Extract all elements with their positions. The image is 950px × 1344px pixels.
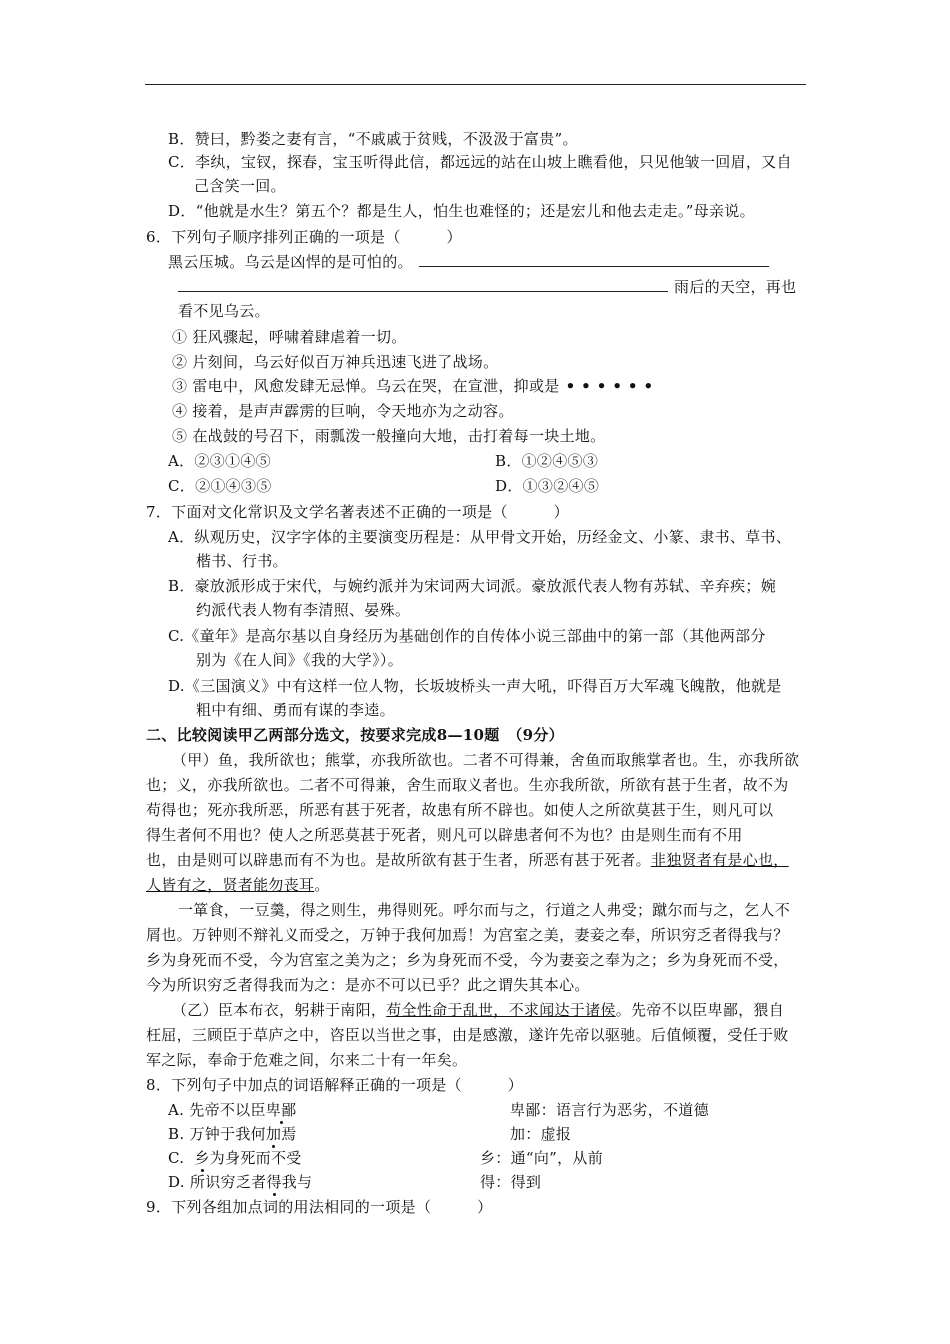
- q6-stem: 6．下列句子顺序排列正确的一项是（ ）: [146, 228, 462, 246]
- passage-jia-line6: [146, 875, 330, 895]
- answer-blank: [419, 252, 769, 267]
- q8-option-c-gloss: 乡：通“向”，从前: [480, 1149, 604, 1167]
- dotted-word: 加: [265, 1125, 282, 1143]
- q7-option-d: D.《三国演义》中有这样一位人物，长坂坡桥头一声大吼，吓得百万大军魂飞魄散，他就是: [168, 677, 782, 695]
- q8-option-c-text-2: 为身死而不受: [209, 1149, 302, 1167]
- passage-text: （乙）臣本布衣，躬耕于南阳，: [172, 1001, 387, 1019]
- q6-passage-line3: 看不见乌云。: [178, 302, 270, 320]
- q7-option-c: C.《童年》是高尔基以自身经历为基础创作的自传体小说三部曲中的第一部（其他两部分: [168, 627, 766, 645]
- q7-option-b: B．豪放派形成于宋代，与婉约派并为宋词两大词派。豪放派代表人物有苏轼、辛弃疾；婉: [168, 577, 777, 595]
- underlined-sentence-cont: 人皆有之，贤者能勿丧耳: [146, 876, 315, 894]
- q6-item-3-text: ③ 雷电中，风愈发肆无忌惮。乌云在哭，在宣泄，抑或是: [172, 377, 560, 395]
- q8-option-a: [168, 1100, 296, 1120]
- q7-option-b-cont: 约派代表人物有李清照、晏殊。: [196, 601, 411, 619]
- q6-item-2: ② 片刻间，乌云好似百万神兵迅速飞进了战场。: [172, 353, 499, 371]
- q7-stem: 7．下面对文化常识及文学名著表述不正确的一项是（ ）: [146, 503, 569, 521]
- q6-item-4: ④ 接着，是声声霹雳的巨响，令天地亦为之动容。: [172, 402, 514, 420]
- q6-passage-text-2: 雨后的天空，再也: [674, 278, 797, 296]
- dotted-word: 卑鄙: [265, 1101, 297, 1119]
- passage-yi-line2: 枉屈，三顾臣于草庐之中，咨臣以当世之事，由是感激，遂许先帝以驱驰。后值倾覆，受任于败: [146, 1026, 789, 1044]
- q8-option-c: [168, 1148, 302, 1168]
- dotted-word: 得: [266, 1173, 282, 1191]
- dotted-word: 乡: [194, 1149, 210, 1167]
- answer-blank: [178, 277, 668, 292]
- passage-yi-line3: 军之际，奉命于危难之间，尔来二十有一年矣。: [146, 1051, 468, 1069]
- q8-option-d-text-2: 我与: [281, 1173, 313, 1191]
- q6-option-d: D．①③②④⑤: [495, 477, 600, 495]
- q6-item-1: ① 狂风骤起，呼啸着肆虐着一切。: [172, 328, 407, 346]
- q6-passage-line1: [168, 252, 769, 272]
- q8-option-b-text: B. 万钟于我何: [168, 1125, 266, 1143]
- passage-text: 。: [314, 876, 330, 894]
- passage-jia-line10: 今为所识穷乏者得我而为之：是亦不可以已乎？此之谓失其本心。: [146, 976, 590, 994]
- q8-option-b: [168, 1124, 297, 1144]
- q8-option-a-text: A. 先帝不以臣: [168, 1101, 266, 1119]
- q6-option-c: C．②①④③⑤: [168, 477, 272, 495]
- passage-yi-line1: [172, 1000, 784, 1020]
- ellipsis-dots: ••••••: [565, 377, 660, 395]
- passage-text: 。先帝不以臣卑鄙，猥自: [615, 1001, 785, 1019]
- q6-passage-text: 黑云压城。乌云是凶悍的是可怕的。: [168, 253, 413, 271]
- q5-option-c-cont: 己含笑一回。: [194, 177, 286, 195]
- q8-stem: 8．下列句子中加点的词语解释正确的一项是（ ）: [146, 1076, 524, 1094]
- q9-stem: 9．下列各组加点词的用法相同的一项是（ ）: [146, 1198, 493, 1216]
- section-2-heading: 二、比较阅读甲乙两部分选文，按要求完成8—10题 （9分）: [146, 726, 564, 744]
- q8-option-b-gloss: 加：虚报: [510, 1125, 572, 1143]
- passage-jia-line4: 得生者何不用也？使人之所恶莫甚于死者，则凡可以辟患者何不为也？由是则生而有不用: [146, 826, 743, 844]
- q8-option-d-gloss: 得：得到: [480, 1173, 542, 1191]
- q6-item-3: [172, 376, 659, 396]
- passage-jia-line2: 也；义，亦我所欲也。二者不可得兼，舍生而取义者也。生亦我所欲，所欲有甚于生者，故不为: [146, 776, 789, 794]
- passage-jia-line8: 屑也。万钟则不辩礼义而受之，万钟于我何加焉！为宫室之美，妻妾之奉，所识穷乏者得我与？: [146, 926, 789, 944]
- q7-option-a: A．纵观历史，汉字字体的主要演变历程是：从甲骨文开始，历经金文、小篆、隶书、草书、: [168, 528, 792, 546]
- passage-jia-line7: 一箪食，一豆羹，得之则生，弗得则死。呼尔而与之，行道之人弗受；蹴尔而与之，乞人不: [178, 901, 791, 919]
- q8-option-b-text-2: 焉: [281, 1125, 297, 1143]
- passage-jia-line1: （甲）鱼，我所欲也；熊掌，亦我所欲也。二者不可得兼，舍鱼而取熊掌者也。生，亦我所欲: [172, 751, 800, 769]
- q7-option-c-cont: 别为《在人间》《我的大学》）。: [196, 651, 404, 669]
- underlined-sentence: 非独贤者有是心也，: [650, 851, 789, 869]
- q6-option-b: B．①②④⑤③: [495, 452, 599, 470]
- q5-option-c: C．李纨，宝钗，探春，宝玉听得此信，都远远的站在山坡上瞧看他，只见他皱一回眉，又自: [168, 153, 792, 171]
- q6-option-a: A．②③①④⑤: [168, 452, 271, 470]
- passage-text: 也，由是则可以辟患而有不为也。是故所欲有甚于生者，所恶有甚于死者。: [146, 851, 651, 869]
- q8-option-d: [168, 1172, 312, 1192]
- header-rule: [145, 84, 806, 85]
- q5-option-b: B．赞曰，黔娄之妻有言，“不戚戚于贫贱，不汲汲于富贵”。: [168, 130, 578, 148]
- underlined-sentence: 苟全性命于乱世，不求闻达于诸侯: [386, 1001, 616, 1019]
- q7-option-d-cont: 粗中有细、勇而有谋的李逵。: [196, 701, 395, 719]
- passage-jia-line5: [146, 850, 789, 870]
- q5-option-d: D．“他就是水生？第五个？都是生人，怕生也难怪的；还是宏儿和他去走走。”母亲说。: [168, 202, 755, 220]
- passage-jia-line9: 乡为身死而不受，今为宫室之美为之；乡为身死而不受，今为妻妾之奉为之；乡为身死而不受，: [146, 951, 789, 969]
- q8-option-a-gloss: 卑鄙：语言行为恶劣，不道德: [510, 1101, 709, 1119]
- q8-option-d-text: D. 所识穷乏者: [168, 1173, 267, 1191]
- q8-option-c-text: C.: [168, 1149, 195, 1167]
- q6-passage-line2: [178, 277, 796, 297]
- q7-option-a-cont: 楷书、行书。: [196, 552, 288, 570]
- q6-item-5: ⑤ 在战鼓的号召下，雨瓢泼一般撞向大地，击打着每一块土地。: [172, 427, 606, 445]
- passage-jia-line3: 苟得也；死亦我所恶，所恶有甚于死者，故患有所不辟也。如使人之所欲莫甚于生，则凡可以: [146, 801, 774, 819]
